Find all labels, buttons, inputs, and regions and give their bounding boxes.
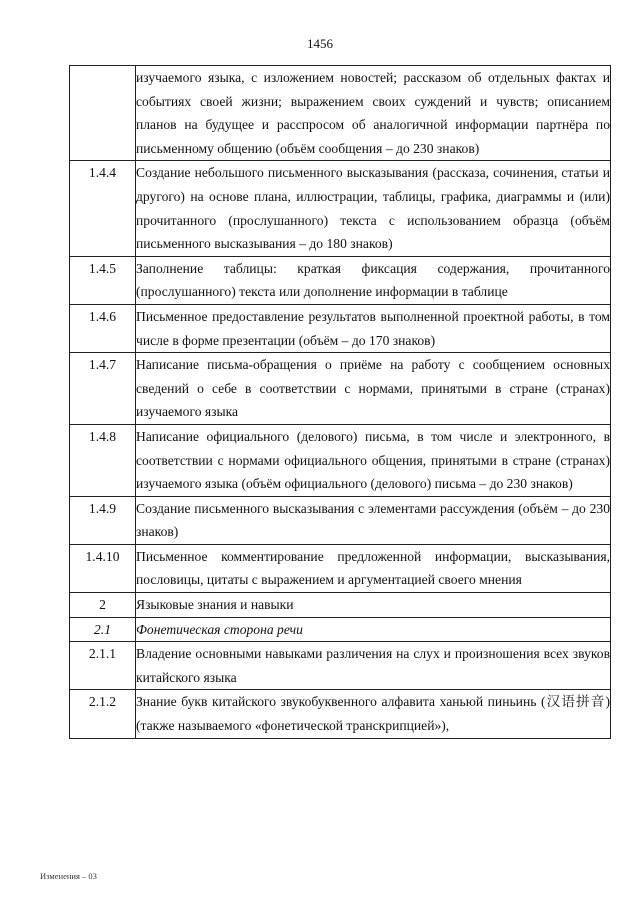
row-text: Знание букв китайского звукобуквенного алфавита ханьюй пиньинь (汉语拼音) (также называемого «фонетической транскрипцией»), bbox=[136, 690, 611, 738]
row-text: Написание официального (делового) письма, в том числе и электронного, в соответствии с нормами официального общения, принятыми в стране (странах) изучаемого языка (объём официального (делового) письма – до 230 знаков) bbox=[136, 424, 611, 496]
row-text: Владение основными навыками различения на слух и произношения всех звуков китайского языка bbox=[136, 642, 611, 690]
table-row bbox=[70, 496, 611, 544]
footer-revision: Изменения – 03 bbox=[40, 871, 97, 881]
row-text: Фонетическая сторона речи bbox=[136, 617, 611, 642]
page-number: 1456 bbox=[307, 36, 333, 51]
table-row bbox=[70, 424, 611, 496]
row-text: Создание письменного высказывания с элементами рассуждения (объём – до 230 знаков) bbox=[136, 496, 611, 544]
row-text: Письменное комментирование предложенной информации, высказывания, пословицы, цитаты с выражением и аргументацией своего мнения bbox=[136, 544, 611, 592]
table-row bbox=[70, 617, 611, 642]
row-number: 1.4.4 bbox=[70, 161, 136, 256]
row-number: 1.4.5 bbox=[70, 256, 136, 304]
row-text: изучаемого языка, с изложением новостей; рассказом об отдельных фактах и событиях своей жизни; выражением своих суждений и чувств; описанием планов на будущее и расспросом об аналогичной информации партнёра по письменному общению (объём сообщения – до 230 знаков) bbox=[136, 66, 611, 161]
row-number: 2 bbox=[70, 593, 136, 618]
row-number: 1.4.9 bbox=[70, 496, 136, 544]
content-table bbox=[69, 65, 611, 739]
row-number: 1.4.8 bbox=[70, 424, 136, 496]
row-text: Написание письма-обращения о приёме на работу с сообщением основных сведений о себе в соответствии с нормами, принятыми в стране (странах) изучаемого языка bbox=[136, 353, 611, 425]
row-number: 1.4.10 bbox=[70, 544, 136, 592]
table-row bbox=[70, 161, 611, 256]
table-row bbox=[70, 256, 611, 304]
table-row bbox=[70, 353, 611, 425]
row-number: 2.1.1 bbox=[70, 642, 136, 690]
table-row bbox=[70, 304, 611, 352]
row-number: 2.1 bbox=[70, 617, 136, 642]
row-text: Создание небольшого письменного высказывания (рассказа, сочинения, статьи и другого) на основе плана, иллюстрации, таблицы, графика, диаграммы и (или) прочитанного (прослушанного) текста с использованием образца (объём письменного высказывания – до 180 знаков) bbox=[136, 161, 611, 256]
row-number bbox=[70, 66, 136, 161]
row-text: Письменное предоставление результатов выполненной проектной работы, в том числе в форме презентации (объём – до 170 знаков) bbox=[136, 304, 611, 352]
table-row bbox=[70, 593, 611, 618]
row-number: 2.1.2 bbox=[70, 690, 136, 738]
row-number: 1.4.6 bbox=[70, 304, 136, 352]
row-text: Языковые знания и навыки bbox=[136, 593, 611, 618]
table-row bbox=[70, 690, 611, 738]
row-number: 1.4.7 bbox=[70, 353, 136, 425]
table-row bbox=[70, 642, 611, 690]
table-row bbox=[70, 66, 611, 161]
table-row bbox=[70, 544, 611, 592]
row-text: Заполнение таблицы: краткая фиксация содержания, прочитанного (прослушанного) текста или дополнение информации в таблице bbox=[136, 256, 611, 304]
